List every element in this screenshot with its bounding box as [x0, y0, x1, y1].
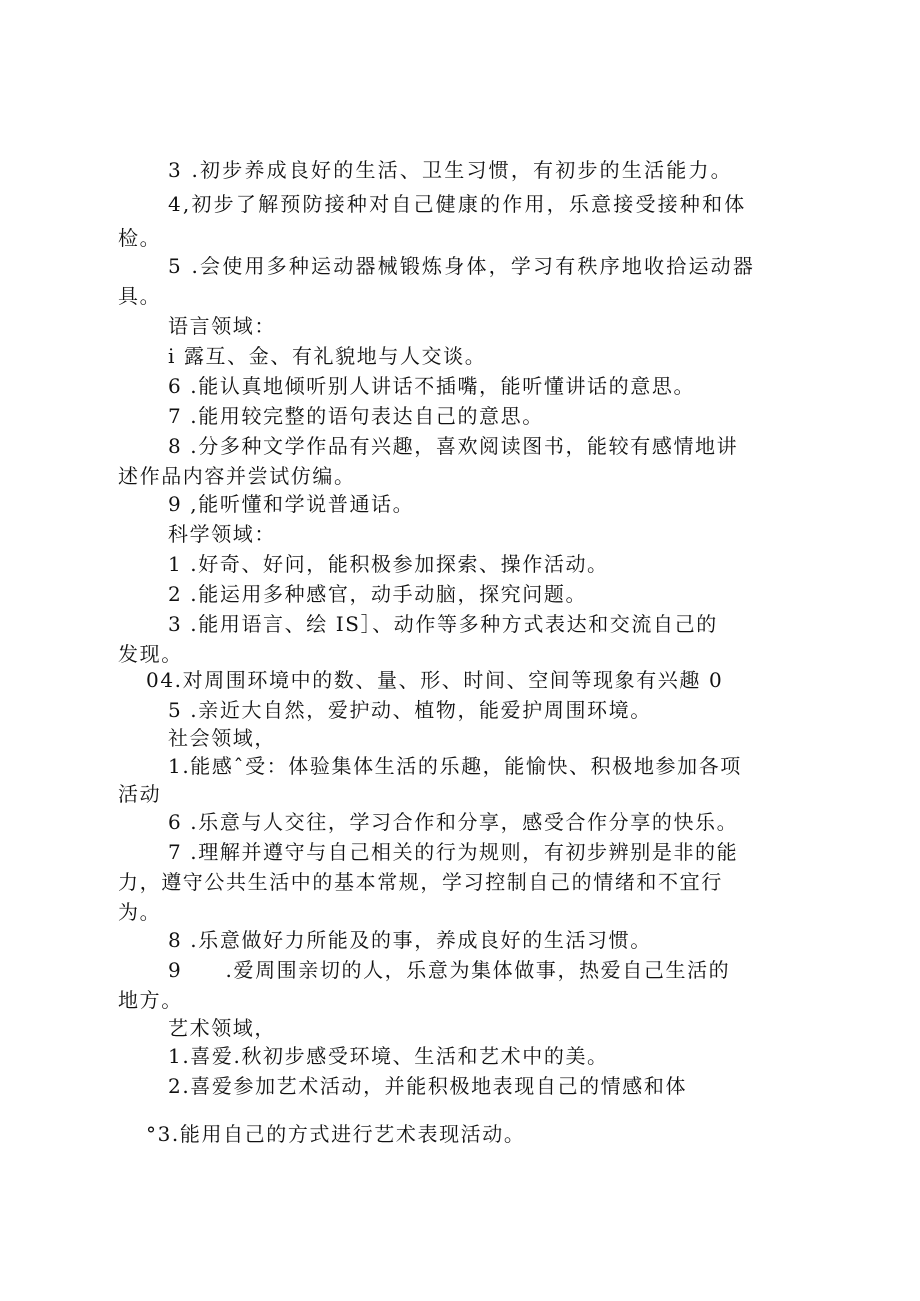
text-line: 5 .亲近大自然，爱护动、植物，能爱护周围环境。: [168, 698, 652, 722]
text-line: 地方。: [118, 988, 183, 1012]
text-line: 7 .能用较完整的语句表达自己的意思。: [168, 404, 544, 428]
text-line: 9 ,能听懂和学说普通话。: [168, 492, 415, 516]
text-line: 6 .乐意与人交往，学习合作和分享，感受合作分享的快乐。: [168, 810, 739, 834]
text-line: 1.能感ˆ受：体验集体生活的乐趣，能愉快、积极地参加各项: [168, 754, 742, 778]
text-line: 4,初步了解预防接种对自己健康的作用，乐意接受接种和体: [168, 192, 747, 216]
text-line: 活动: [118, 782, 162, 806]
text-line: 9 .爱周围亲切的人，乐意为集体做事，热爱自己生活的: [168, 958, 731, 982]
text-line: 2.喜爱参加艺术活动，并能积极地表现自己的情感和体: [168, 1074, 688, 1098]
text-line: 述作品内容并尝试仿编。: [118, 464, 356, 488]
text-line: 8 .分多种文学作品有兴趣，喜欢阅读图书，能较有感情地讲: [168, 434, 739, 458]
text-line: 8 .乐意做好力所能及的事，养成良好的生活习惯。: [168, 928, 652, 952]
text-line: i 露互、金、有礼貌地与人交谈。: [168, 344, 487, 368]
section-heading: 科学领域：: [168, 522, 276, 546]
text-line: 3 .初步养成良好的生活、卫生习惯，有初步的生活能力。: [168, 158, 733, 182]
text-line: 3 .能用语言、绘 IS］、动作等多种方式表达和交流自己的: [168, 612, 718, 636]
section-heading: 艺术领域，: [168, 1016, 276, 1040]
section-heading: 语言领域：: [168, 314, 276, 338]
text-line: 6 .能认真地倾听别人讲话不插嘴，能听懂讲话的意思。: [168, 374, 696, 398]
text-line: 7 .理解并遵守与自己相关的行为规则，有初步辨别是非的能: [168, 840, 739, 864]
text-line: 为。: [118, 900, 162, 924]
text-line: 发现。: [118, 642, 183, 666]
text-line: 检。: [118, 226, 162, 250]
text-line: 力，遵守公共生活中的基本常规，学习控制自己的情绪和不宜行: [118, 870, 723, 894]
text-line: 2 .能运用多种感官，动手动脑，探究问题。: [168, 582, 588, 606]
text-line: °3.能用自己的方式进行艺术表现活动。: [146, 1122, 526, 1146]
text-line: 04.对周围环境中的数、量、形、时间、空间等现象有兴趣 0: [146, 668, 724, 692]
section-heading: 社会领域，: [168, 726, 276, 750]
text-line: 具。: [118, 284, 162, 308]
text-line: 1 .好奇、好问，能积极参加探索、操作活动。: [168, 552, 609, 576]
text-line: 1.喜爱.秋初步感受环境、生活和艺术中的美。: [168, 1044, 609, 1068]
text-line: 5 .会使用多种运动器械锻炼身体，学习有秩序地收拾运动器: [168, 254, 756, 278]
